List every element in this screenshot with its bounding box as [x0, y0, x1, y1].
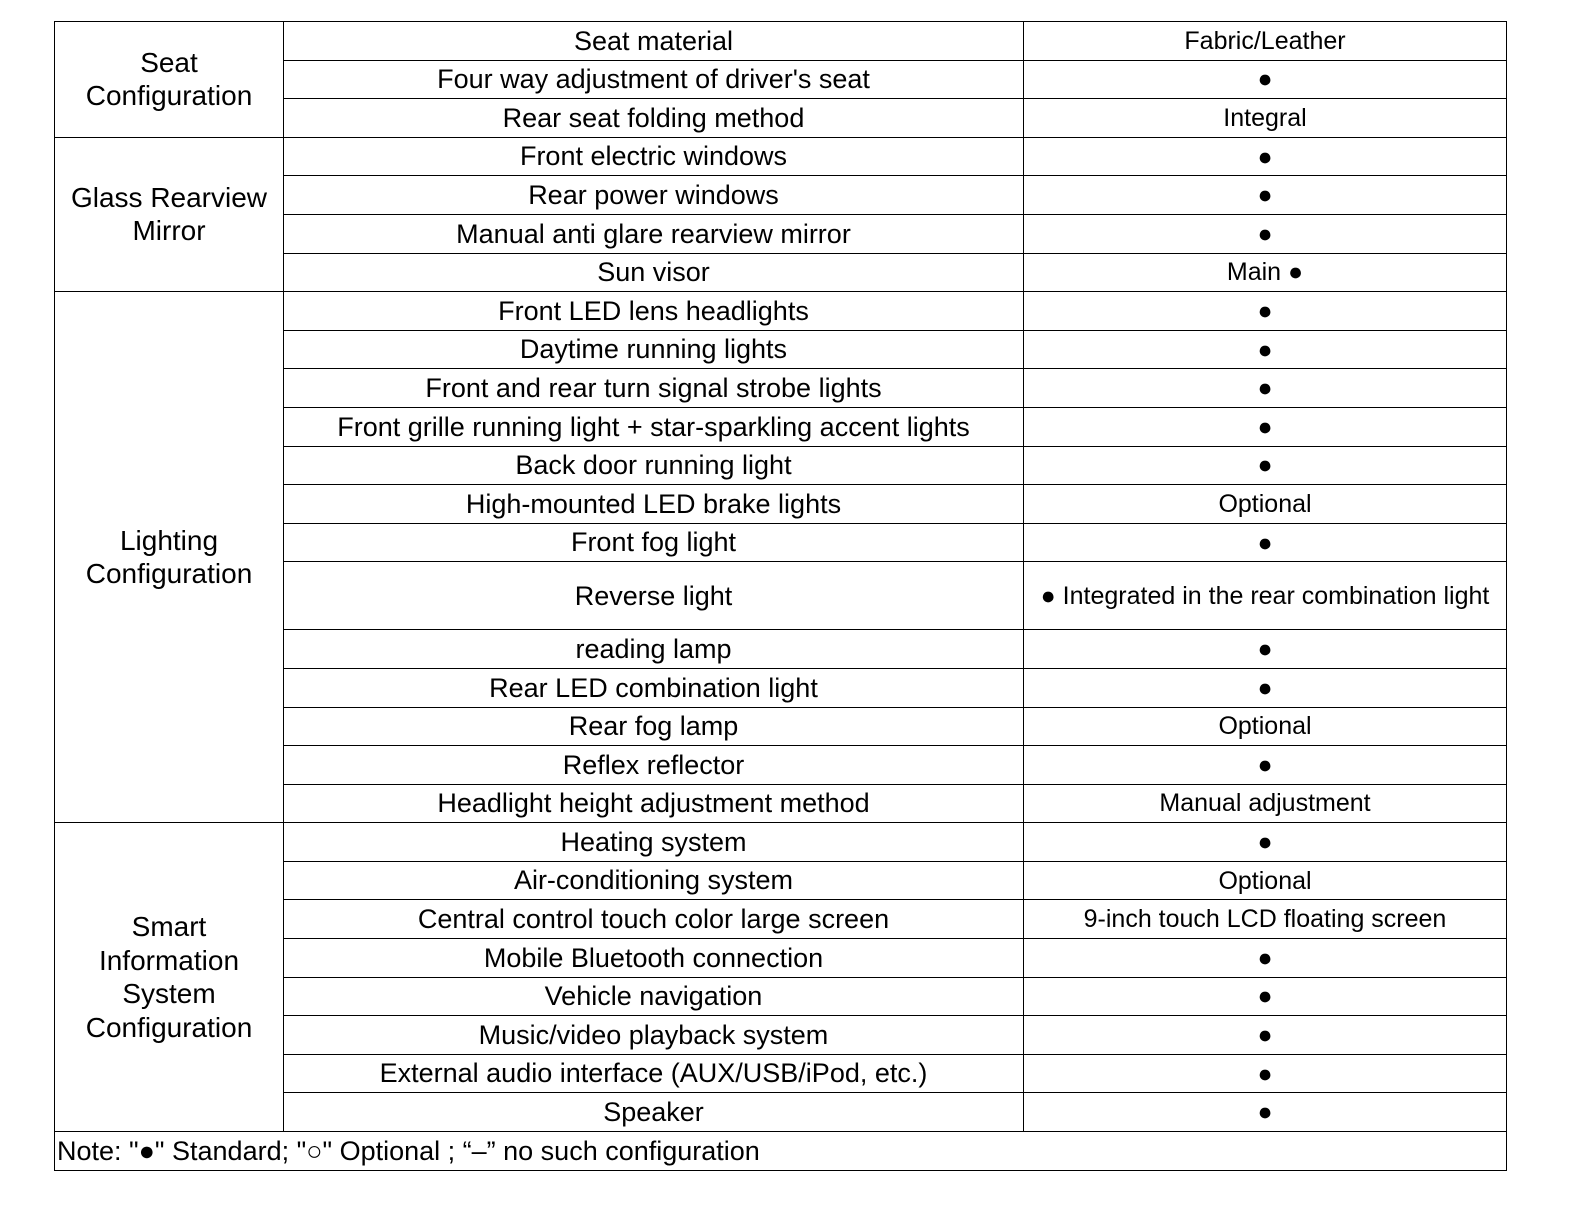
feature-cell: Speaker — [284, 1093, 1024, 1132]
feature-cell: Manual anti glare rearview mirror — [284, 214, 1024, 253]
feature-cell: Heating system — [284, 823, 1024, 862]
category-label: Smart Information System Configuration — [85, 910, 253, 1043]
feature-cell: Reverse light — [284, 562, 1024, 630]
configuration-table — [54, 21, 1507, 1171]
feature-cell: Rear LED combination light — [284, 668, 1024, 707]
feature-cell: High-mounted LED brake lights — [284, 485, 1024, 524]
table-row — [55, 22, 1507, 61]
category-label: Seat Configuration — [85, 46, 253, 112]
category-label: Lighting Configuration — [85, 524, 253, 590]
feature-cell: Vehicle navigation — [284, 977, 1024, 1016]
value-cell: ● — [1024, 446, 1507, 485]
value-cell: Integral — [1024, 99, 1507, 138]
table-row — [55, 823, 1507, 862]
value-cell: ● Integrated in the rear combination light — [1024, 562, 1507, 630]
feature-cell: Air-conditioning system — [284, 861, 1024, 900]
value-cell: Manual adjustment — [1024, 784, 1507, 823]
table-row — [55, 137, 1507, 176]
value-cell: ● — [1024, 292, 1507, 331]
feature-cell: Front and rear turn signal strobe lights — [284, 369, 1024, 408]
value-cell: Main ● — [1024, 253, 1507, 292]
value-cell: ● — [1024, 137, 1507, 176]
value-cell: Optional — [1024, 707, 1507, 746]
value-cell: ● — [1024, 407, 1507, 446]
feature-cell: Front electric windows — [284, 137, 1024, 176]
feature-cell: Front LED lens headlights — [284, 292, 1024, 331]
value-cell: Optional — [1024, 485, 1507, 524]
value-cell: ● — [1024, 823, 1507, 862]
feature-cell: Front fog light — [284, 523, 1024, 562]
value-cell: ● — [1024, 630, 1507, 669]
category-cell — [55, 137, 284, 291]
value-cell: ● — [1024, 939, 1507, 978]
category-label: Glass Rearview Mirror — [70, 181, 268, 247]
feature-cell: Rear power windows — [284, 176, 1024, 215]
value-cell: ● — [1024, 746, 1507, 785]
feature-cell: Front grille running light + star-sparkling accent lights — [284, 407, 1024, 446]
feature-cell: Four way adjustment of driver's seat — [284, 60, 1024, 99]
value-cell: ● — [1024, 369, 1507, 408]
feature-cell: Headlight height adjustment method — [284, 784, 1024, 823]
value-cell: ● — [1024, 330, 1507, 369]
note-row — [55, 1132, 1507, 1171]
feature-cell: Rear fog lamp — [284, 707, 1024, 746]
value-cell: ● — [1024, 668, 1507, 707]
configuration-table-body — [55, 22, 1507, 1171]
feature-cell: Central control touch color large screen — [284, 900, 1024, 939]
feature-cell: External audio interface (AUX/USB/iPod, etc.) — [284, 1054, 1024, 1093]
value-cell: ● — [1024, 1093, 1507, 1132]
value-cell: 9-inch touch LCD floating screen — [1024, 900, 1507, 939]
value-cell: ● — [1024, 60, 1507, 99]
value-cell: ● — [1024, 1016, 1507, 1055]
feature-cell: Daytime running lights — [284, 330, 1024, 369]
feature-cell: Mobile Bluetooth connection — [284, 939, 1024, 978]
feature-cell: Rear seat folding method — [284, 99, 1024, 138]
feature-cell: Sun visor — [284, 253, 1024, 292]
feature-cell: Reflex reflector — [284, 746, 1024, 785]
category-cell — [55, 823, 284, 1132]
value-cell: ● — [1024, 523, 1507, 562]
feature-cell: Seat material — [284, 22, 1024, 61]
value-cell: ● — [1024, 1054, 1507, 1093]
legend-note: Note: "●" Standard; "○" Optional ; “–” no such configuration — [55, 1132, 1507, 1171]
value-cell: ● — [1024, 214, 1507, 253]
feature-cell: Music/video playback system — [284, 1016, 1024, 1055]
value-cell: ● — [1024, 977, 1507, 1016]
value-cell: Optional — [1024, 861, 1507, 900]
value-cell: Fabric/Leather — [1024, 22, 1507, 61]
table-row — [55, 292, 1507, 331]
feature-cell: Back door running light — [284, 446, 1024, 485]
category-cell — [55, 292, 284, 823]
value-cell: ● — [1024, 176, 1507, 215]
category-cell — [55, 22, 284, 138]
feature-cell: reading lamp — [284, 630, 1024, 669]
